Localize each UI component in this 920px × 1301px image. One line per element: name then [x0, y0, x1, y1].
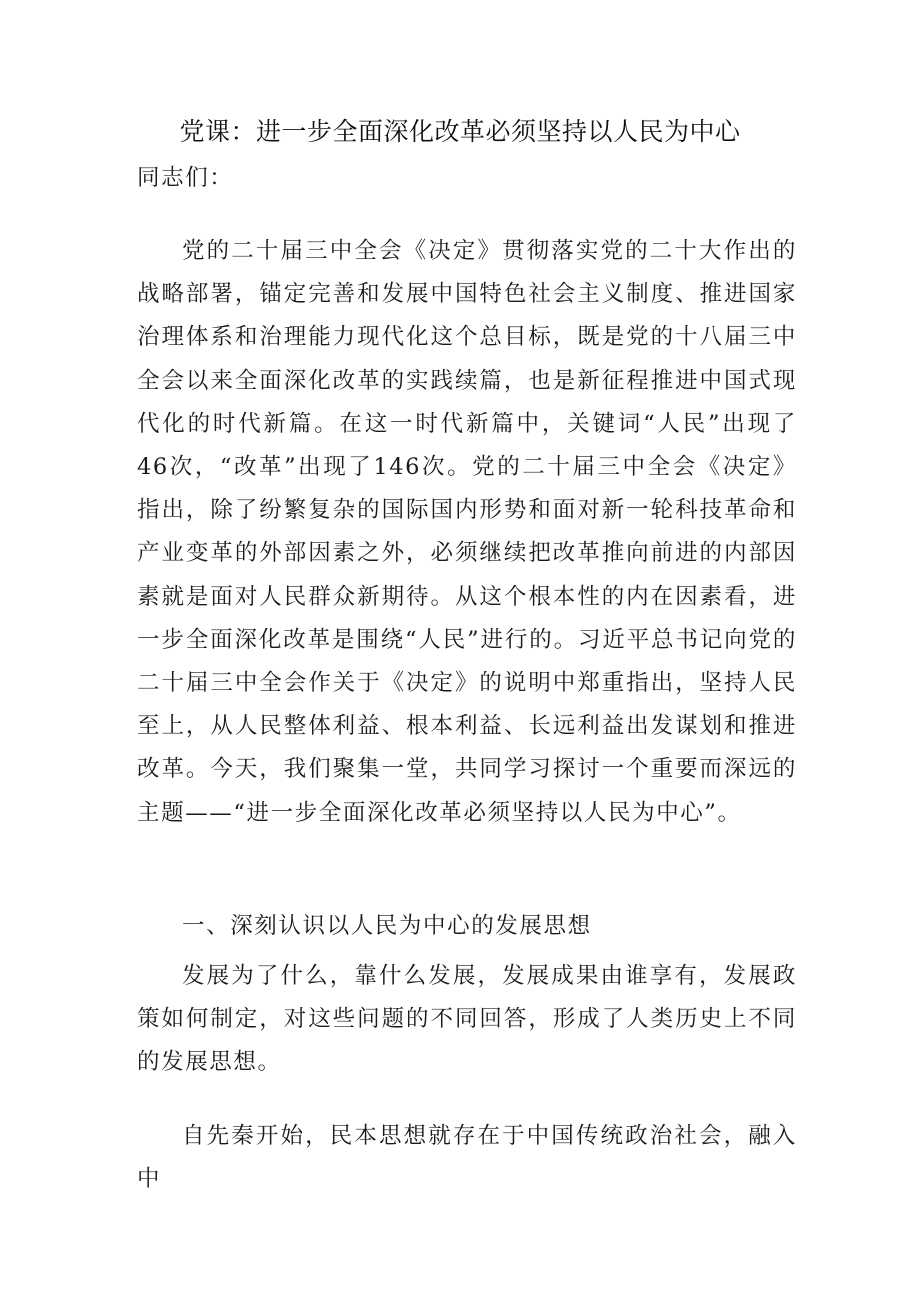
paragraph-history [137, 1115, 797, 1201]
paragraph-intro-text: 党的二十届三中全会《决定》贯彻落实党的二十大作出的战略部署，锚定完善和发展中国特色社会主义制度、推进国家治理体系和治理能力现代化这个总目标，既是党的十八届三中全会以来全面深化改革的实践续篇，也是新征程推进中国式现代化的时代新篇。在这一时代新篇中，关键词“人民”出现了46次，“改革”出现了146次。党的二十届三中全会《决定》指出，除了纷繁复杂的国际国内形势和面对新一轮科技革命和产业变革的外部因素之外，必须继续把改革推向前进的内部因素就是面对人民群众新期待。从这个根本性的内在因素看，进一步全面深化改革是围绕“人民”进行的。习近平总书记向党的二十届三中全会作关于《决定》的说明中郑重指出，坚持人民至上，从人民整体利益、根本利益、长远利益出发谋划和推进改革。今天，我们聚集一堂，共同学习探讨一个重要而深远的主题——“进一步全面深化改革必须坚持以人民为中心”。 [137, 238, 797, 826]
paragraph-development [137, 955, 797, 1085]
section-heading [137, 905, 797, 948]
salutation [137, 157, 797, 200]
salutation-text: 同志们： [137, 165, 234, 191]
document-title: 党课：进一步全面深化改革必须坚持以人民为中心 [179, 117, 741, 146]
paragraph-intro [137, 230, 797, 835]
paragraph-development-text: 发展为了什么，靠什么发展，发展成果由谁享有，发展政策如何制定，对这些问题的不同回答，形成了人类历史上不同的发展思想。 [137, 963, 797, 1076]
section-heading-text: 一、深刻认识以人民为中心的发展思想 [182, 913, 592, 939]
paragraph-history-text: 自先秦开始，民本思想就存在于中国传统政治社会，融入中 [137, 1123, 797, 1193]
